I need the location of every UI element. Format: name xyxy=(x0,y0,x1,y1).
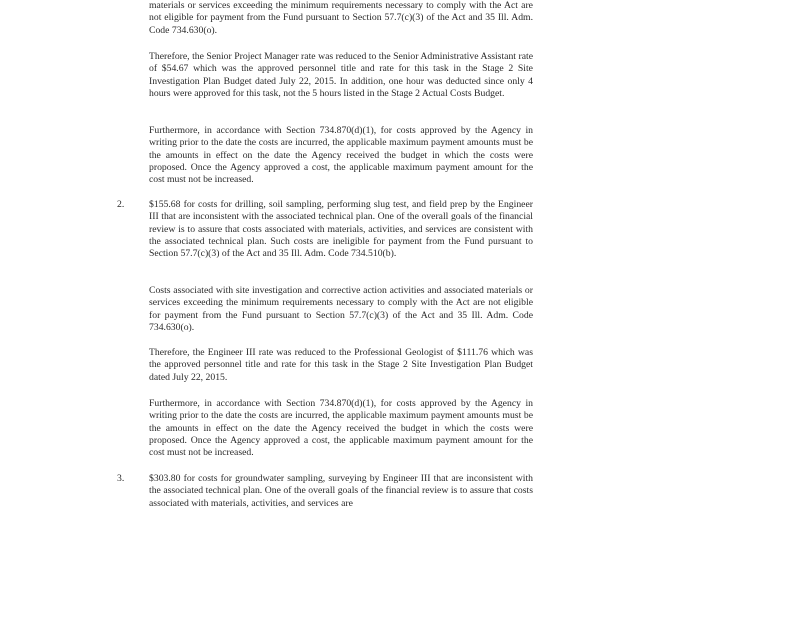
paragraph-item-3-groundwater-costs: $303.80 for costs for groundwater sampling, surveying by Engineer III that are inconsistent with the associated technical plan. One of the overall goals of the financial review is to assure that costs associated with materials, activities, and services are xyxy=(149,473,533,509)
paragraph-fund-ineligibility: materials or services exceeding the minimum requirements necessary to comply with the Act are not eligible for payment from the Fund pursuant to Section 57.7(c)(3) of the Act and 35 Ill. Adm. Code 734.630(o). xyxy=(149,0,533,36)
paragraph-max-payment-rule-2: Furthermore, in accordance with Section 734.870(d)(1), for costs approved by the Agency in writing prior to the date the costs are incurred, the applicable maximum payment amounts must be the amounts in effect on the date the Agency received the budget in which the costs were proposed. Once the Agency approved a cost, the applicable maximum payment amount for the cost must not be increased. xyxy=(149,398,533,459)
paragraph-rate-reduction-engineer-iii: Therefore, the Engineer III rate was reduced to the Professional Geologist of $111.76 which was the approved personnel title and rate for this task in the Stage 2 Site Investigation Plan Budget dated July 22, 2015. xyxy=(149,347,533,383)
paragraph-rate-reduction-senior-pm: Therefore, the Senior Project Manager rate was reduced to the Senior Administrative Assistant rate of $54.67 which was the approved personnel title and rate for this task in the Stage 2 Site Investigation Plan Budget dated July 22, 2015. In addition, one hour was deducted since only 4 hours were approved for this task, not the 5 hours listed in the Stage 2 Actual Costs Budget. xyxy=(149,51,533,100)
item-number-3: 3. xyxy=(117,473,125,484)
paragraph-site-investigation-costs: Costs associated with site investigation and corrective action activities and associated materials or services exceeding the minimum requirements necessary to comply with the Act are not eligible for payment from the Fund pursuant to Section 57.7(c)(3) of the Act and 35 Ill. Adm. Code 734.630(o). xyxy=(149,285,533,334)
item-number-2: 2. xyxy=(117,199,125,210)
paragraph-item-2-drilling-costs: $155.68 for costs for drilling, soil sampling, performing slug test, and field prep by the Engineer III that are inconsistent with the associated technical plan. One of the overall goals of the financial review is to assure that costs associated with materials, activities, and services are consistent with the associated technical plan. Such costs are ineligible for payment from the Fund pursuant to Section 57.7(c)(3) of the Act and 35 Ill. Adm. Code 734.510(b). xyxy=(149,199,533,260)
paragraph-max-payment-rule: Furthermore, in accordance with Section 734.870(d)(1), for costs approved by the Agency in writing prior to the date the costs are incurred, the applicable maximum payment amounts must be the amounts in effect on the date the Agency received the budget in which the costs were proposed. Once the Agency approved a cost, the applicable maximum payment amount for the cost must not be increased. xyxy=(149,125,533,186)
